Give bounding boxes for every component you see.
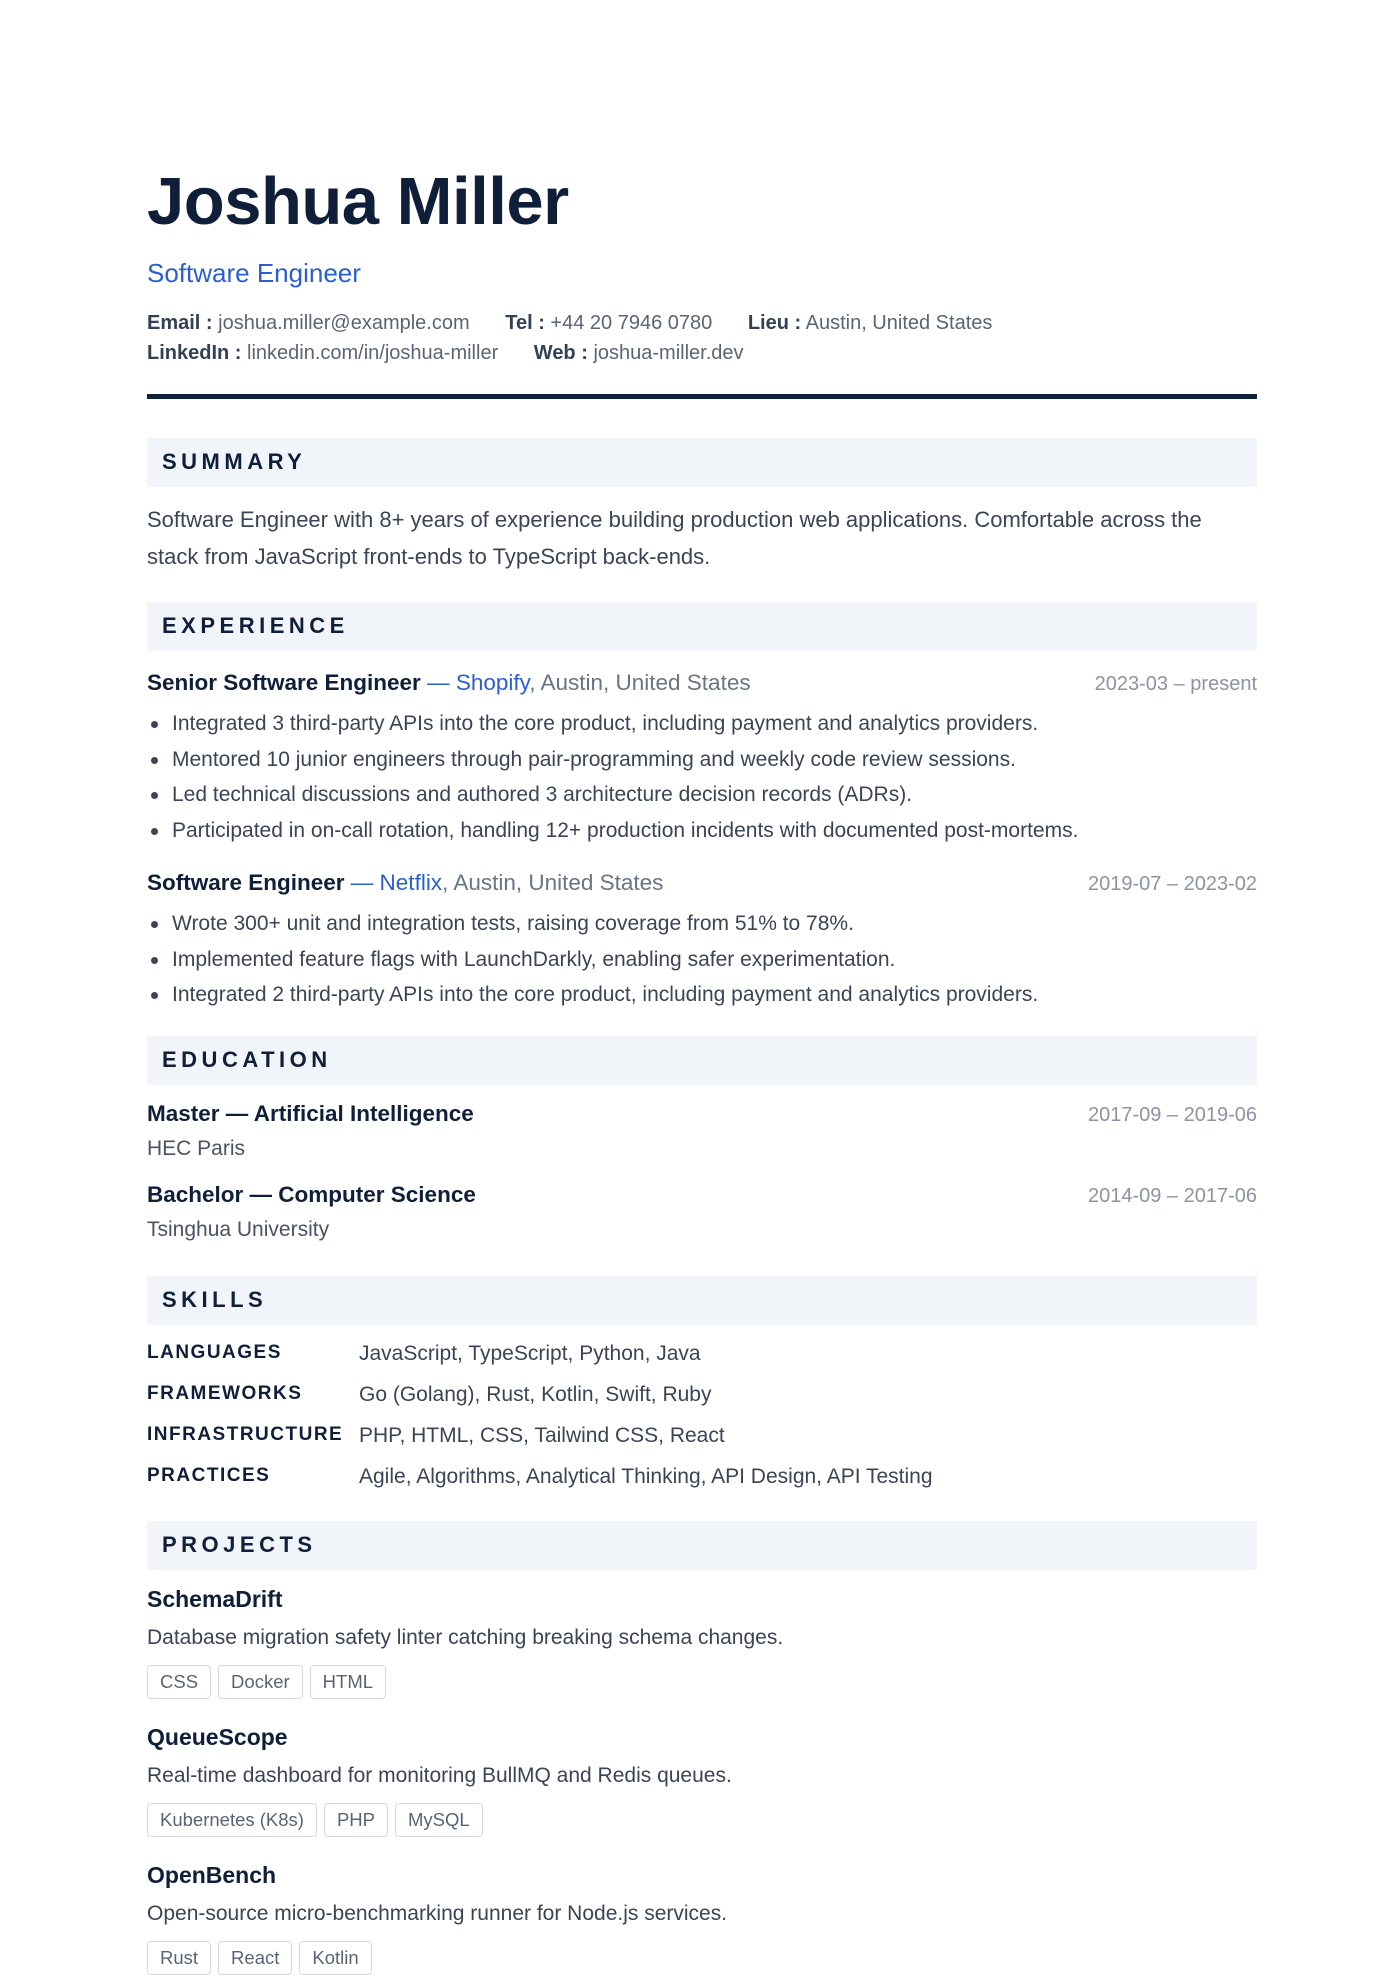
skill-category: PRACTICES [147,1465,271,1486]
tech-tag: Kotlin [299,1941,371,1975]
job-location: , Austin, United States [442,870,664,895]
contact-phone[interactable]: Tel : +44 20 7946 0780 [505,312,713,334]
job-dates: 2023-03 – present [1094,673,1257,695]
job-company: — Shopify [420,670,530,695]
skill-values: JavaScript, TypeScript, Python, Java [359,1342,701,1365]
header-divider [147,394,1257,399]
tech-tag: PHP [324,1803,388,1837]
job-location: , Austin, United States [529,670,751,695]
tech-tag: React [218,1941,292,1975]
job-company: — Netflix [344,870,443,895]
tech-tag: Docker [218,1665,303,1699]
project-name: SchemaDrift [147,1586,283,1612]
education-degree: Master — Artificial Intelligence [147,1101,474,1126]
skill-category: INFRASTRUCTURE [147,1424,344,1445]
job-title: Senior Software Engineer [147,670,421,695]
tech-tag: Rust [147,1941,211,1975]
job-heading [147,672,751,695]
contact-email[interactable]: Email : joshua.miller@example.com [147,312,470,334]
contact-row [147,343,774,363]
education-dates: 2014-09 – 2017-06 [1087,1185,1257,1207]
job-heading [147,872,663,895]
project-description: Real-time dashboard for monitoring BullMQ and Redis queues. [147,1764,732,1787]
list-item: Wrote 300+ unit and integration tests, raising coverage from 51% to 78%. [147,906,1257,942]
summary-text: Software Engineer with 8+ years of experience building production web applications. Comfortable across the stack from JavaScript front-ends to TypeScript back-ends. [147,507,1202,569]
project-description: Open-source micro-benchmarking runner for Node.js services. [147,1902,728,1925]
education-school: HEC Paris [147,1137,246,1160]
education-degree: Bachelor — Computer Science [147,1182,476,1207]
skill-category: FRAMEWORKS [147,1383,303,1404]
skill-values: Agile, Algorithms, Analytical Thinking, API Design, API Testing [359,1465,933,1488]
section-heading-skills: SKILLS [147,1276,1257,1325]
project-description: Database migration safety linter catching breaking schema changes. [147,1626,784,1649]
skill-values: Go (Golang), Rust, Kotlin, Swift, Ruby [359,1383,712,1406]
skill-category: LANGUAGES [147,1342,282,1363]
project-name: QueueScope [147,1724,288,1750]
contact-website[interactable]: Web : joshua-miller.dev [533,342,744,364]
job-title: Software Engineer [147,870,345,895]
contact-linkedin[interactable]: LinkedIn : linkedin.com/in/joshua-miller [147,342,499,364]
list-item: Mentored 10 junior engineers through pair-programming and weekly code review sessions. [147,742,1257,778]
section-heading-projects: PROJECTS [147,1521,1257,1570]
project-tags [147,1665,386,1699]
project-name: OpenBench [147,1862,277,1888]
project-tags [147,1941,372,1975]
tech-tag: CSS [147,1665,211,1699]
job-bullets [147,706,1257,848]
section-heading-experience: EXPERIENCE [147,602,1257,651]
list-item: Led technical discussions and authored 3 architecture decision records (ADRs). [147,777,1257,813]
section-heading-education: EDUCATION [147,1036,1257,1085]
list-item: Integrated 3 third-party APIs into the core product, including payment and analytics providers. [147,706,1257,742]
job-dates: 2019-07 – 2023-02 [1087,873,1257,895]
candidate-name: Joshua Miller [147,164,569,239]
education-school: Tsinghua University [147,1218,330,1241]
list-item: Integrated 2 third-party APIs into the core product, including payment and analytics providers. [147,977,1257,1013]
skill-values: PHP, HTML, CSS, Tailwind CSS, React [359,1424,725,1447]
contact-row [147,313,1022,333]
project-tags [147,1803,483,1837]
tech-tag: MySQL [395,1803,483,1837]
section-heading-summary: SUMMARY [147,438,1257,487]
education-dates: 2017-09 – 2019-06 [1087,1104,1257,1126]
list-item: Implemented feature flags with LaunchDarkly, enabling safer experimentation. [147,942,1257,978]
tech-tag: Kubernetes (K8s) [147,1803,317,1837]
list-item: Participated in on-call rotation, handling 12+ production incidents with documented post-mortems. [147,813,1257,849]
tech-tag: HTML [310,1665,386,1699]
job-bullets [147,906,1257,1013]
candidate-role: Software Engineer [147,258,361,288]
contact-location: Lieu : Austin, United States [747,312,993,334]
